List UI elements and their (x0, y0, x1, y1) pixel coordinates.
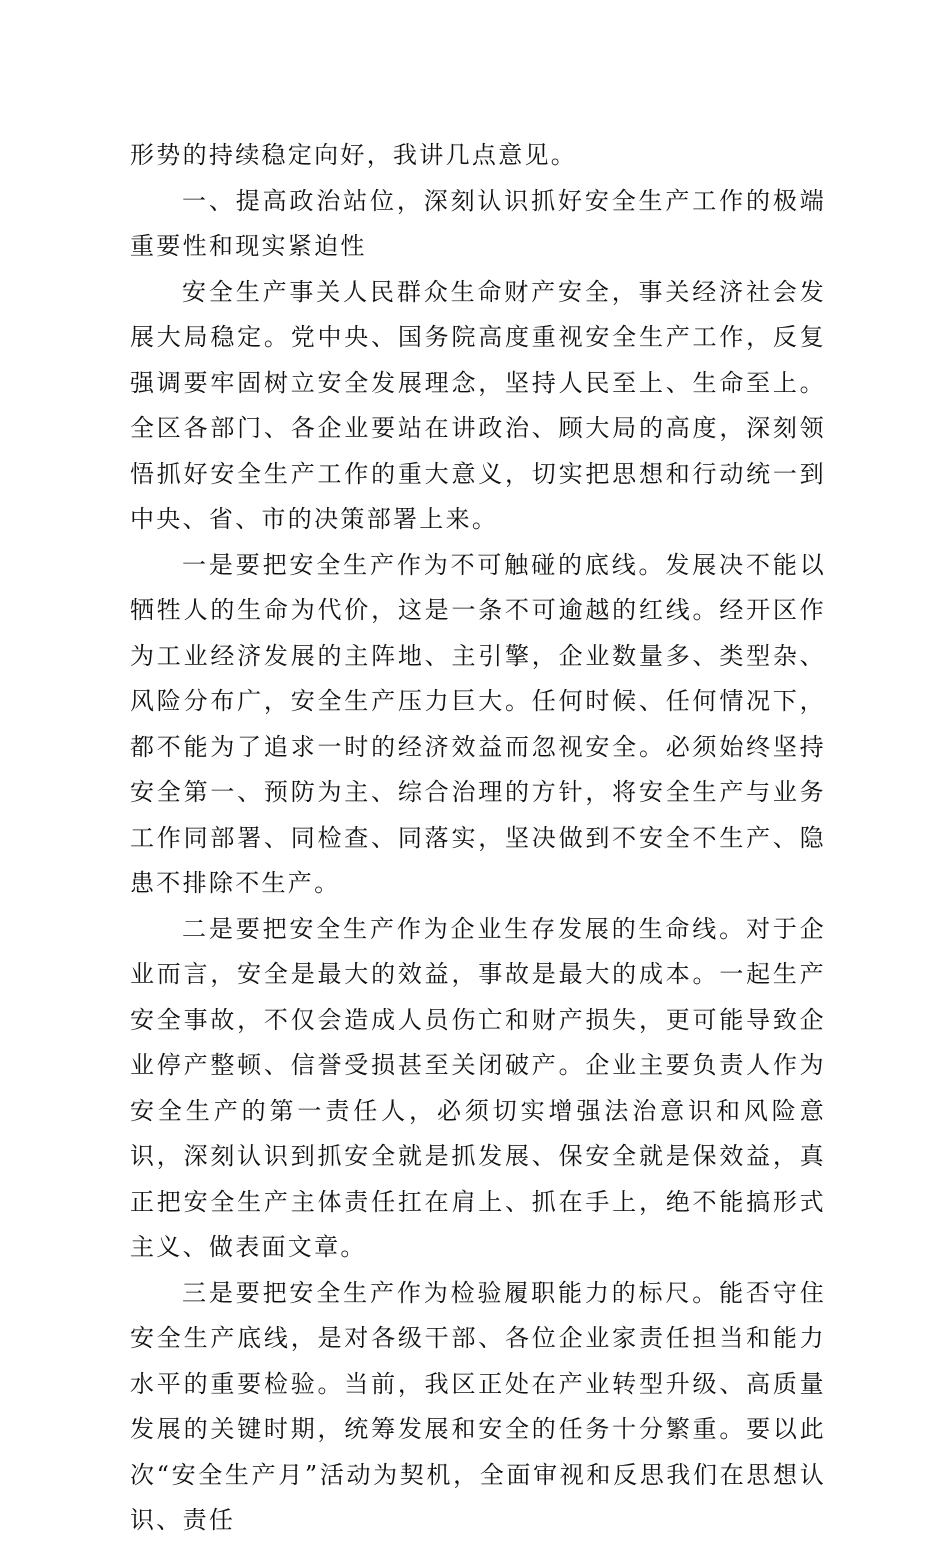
document-body (130, 133, 826, 1544)
paragraph: 二是要把安全生产作为企业生存发展的生命线。对于企业而言，安全是最大的效益，事故是最大的成本。一起生产安全事故，不仅会造成人员伤亡和财产损失，更可能导致企业停产整顿、信誉受损甚至关闭破产。企业主要负责人作为安全生产的第一责任人，必须切实增强法治意识和风险意识，深刻认识到抓安全就是抓发展、保安全就是保效益，真正把安全生产主体责任扛在肩上、抓在手上，绝不能搞形式主义、做表面文章。 (130, 914, 826, 1261)
paragraph-continuation: 形势的持续稳定向好，我讲几点意见。 (130, 141, 578, 169)
paragraph: 三是要把安全生产作为检验履职能力的标尺。能否守住安全生产底线，是对各级干部、各位企业家责任担当和能力水平的重要检验。当前，我区正处在产业转型升级、高质量发展的关键时期，统筹发展和安全的任务十分繁重。要以此次“安全生产月”活动为契机，全面审视和反思我们在思想认识、责任 (130, 1278, 826, 1534)
paragraph: 一是要把安全生产作为不可触碰的底线。发展决不能以牺牲人的生命为代价，这是一条不可逾越的红线。经开区作为工业经济发展的主阵地、主引擎，企业数量多、类型杂、风险分布广，安全生产压力巨大。任何时候、任何情况下，都不能为了追求一时的经济效益而忽视安全。必须始终坚持安全第一、预防为主、综合治理的方针，将安全生产与业务工作同部署、同检查、同落实，坚决做到不安全不生产、隐患不排除不生产。 (130, 550, 826, 897)
paragraph: 安全生产事关人民群众生命财产安全，事关经济社会发展大局稳定。党中央、国务院高度重视安全生产工作，反复强调要牢固树立安全发展理念，坚持人民至上、生命至上。全区各部门、各企业要站在讲政治、顾大局的高度，深刻领悟抓好安全生产工作的重大意义，切实把思想和行动统一到中央、省、市的决策部署上来。 (130, 277, 826, 533)
section-heading: 一、提高政治站位，深刻认识抓好安全生产工作的极端重要性和现实紧迫性 (130, 186, 826, 260)
